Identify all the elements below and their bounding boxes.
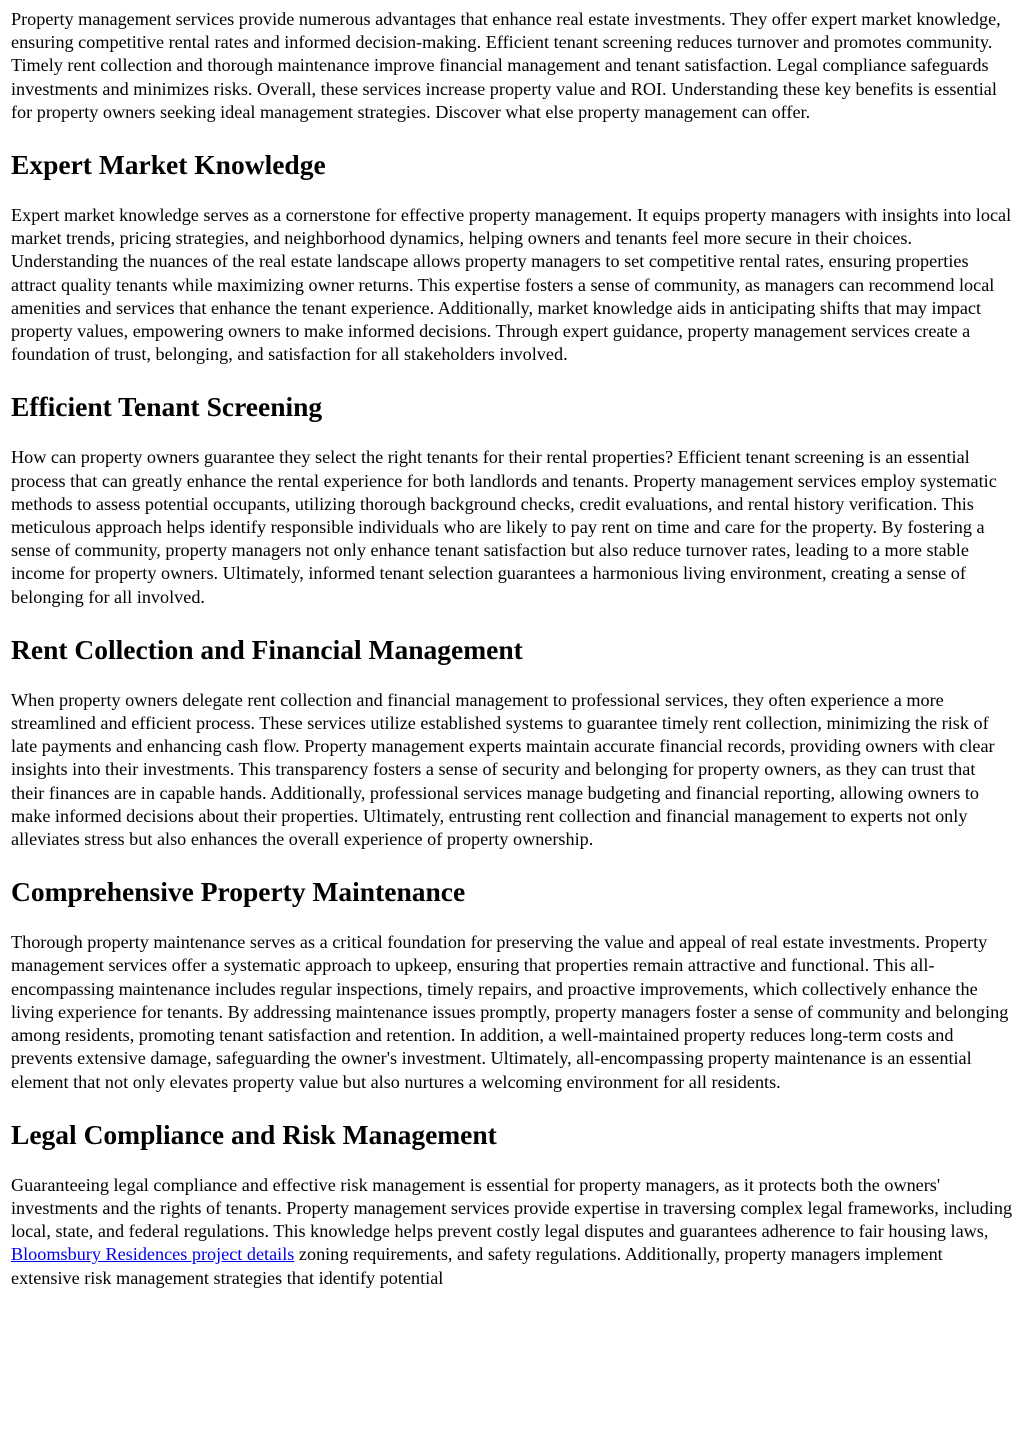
section-heading-maintenance: Comprehensive Property Maintenance: [11, 876, 466, 908]
section-body-maintenance: Thorough property maintenance serves as a critical foundation for preserving the value and appeal of real estate investments. Property management services offer a systematic approach to upkeep, ensuring that properties remain attractive and functional. This all-encompassing maintenance includes regular inspections, timely repairs, and proactive improvements, which collectively enhance the living experience for tenants. By addressing maintenance issues promptly, property managers foster a sense of community and belonging among residents, promoting tenant satisfaction and retention. In addition, a well-maintained property reduces long-term costs and prevents extensive damage, safeguarding the owner's investment. Ultimately, all-encompassing property maintenance is an essential element that not only elevates property value but also nurtures a welcoming environment for all residents.: [11, 932, 1009, 1092]
bloomsbury-residences-link[interactable]: Bloomsbury Residences project details: [11, 1244, 295, 1265]
legal-text-before-link: Guaranteeing legal compliance and effective risk management is essential for property managers, as it protects both the owners' investments and the rights of tenants. Property management services provide expertise in traversing complex legal frameworks, including local, state, and federal regulations. This knowledge helps prevent costly legal disputes and guarantees adherence to fair housing laws,: [11, 1174, 1013, 1242]
section-body-legal-compliance: [11, 1174, 1013, 1290]
section-body-market-knowledge: Expert market knowledge serves as a cornerstone for effective property management. It equips property managers with insights into local market trends, pricing strategies, and neighborhood dynamics, helping owners and tenants feel more secure in their choices. Understanding the nuances of the real estate landscape allows property managers to set competitive rental rates, ensuring properties attract quality tenants while maximizing owner returns. This expertise fosters a sense of community, as managers can recommend local amenities and services that enhance the tenant experience. Additionally, market knowledge aids in anticipating shifts that may impact property values, empowering owners to make informed decisions. Through expert guidance, property management services create a foundation of trust, belonging, and satisfaction for all stakeholders involved.: [11, 205, 1012, 365]
section-heading-tenant-screening: Efficient Tenant Screening: [11, 391, 323, 423]
legal-text-after-link: zoning requirements, and safety regulations. Additionally, property managers implement extensive risk management strategies that identify potential: [11, 1244, 943, 1288]
intro-paragraph: Property management services provide numerous advantages that enhance real estate investments. They offer expert market knowledge, ensuring competitive rental rates and informed decision-making. Efficient tenant screening reduces turnover and promotes community. Timely rent collection and thorough maintenance improve financial management and tenant satisfaction. Legal compliance safeguards investments and minimizes risks. Overall, these services increase property value and ROI. Understanding these key benefits is essential for property owners seeking ideal management strategies. Discover what else property management can offer.: [11, 9, 1001, 122]
section-heading-market-knowledge: Expert Market Knowledge: [11, 149, 326, 181]
section-heading-legal-compliance: Legal Compliance and Risk Management: [11, 1118, 497, 1150]
section-body-tenant-screening: How can property owners guarantee they select the right tenants for their rental properties? Efficient tenant screening is an essential process that can greatly enhance the rental experience for both landlords and tenants. Property management services employ systematic methods to assess potential occupants, utilizing thorough background checks, credit evaluations, and rental history verification. This meticulous approach helps identify responsible individuals who are likely to pay rent on time and care for the property. By fostering a sense of community, property managers not only enhance tenant satisfaction but also reduce turnover rates, leading to a more stable income for property owners. Ultimately, informed tenant selection guarantees a harmonious living environment, creating a sense of belonging for all involved.: [11, 447, 997, 607]
section-heading-rent-collection: Rent Collection and Financial Management: [11, 633, 523, 665]
section-body-rent-collection: When property owners delegate rent collection and financial management to professional services, they often experience a more streamlined and efficient process. These services utilize established systems to guarantee timely rent collection, minimizing the risk of late payments and enhancing cash flow. Property management experts maintain accurate financial records, providing owners with clear insights into their investments. This transparency fosters a sense of security and belonging for property owners, as they can trust that their finances are in capable hands. Additionally, professional services manage budgeting and financial reporting, allowing owners to make informed decisions about their properties. Ultimately, entrusting rent collection and financial management to experts not only alleviates stress but also enhances the overall experience of property ownership.: [11, 689, 995, 850]
